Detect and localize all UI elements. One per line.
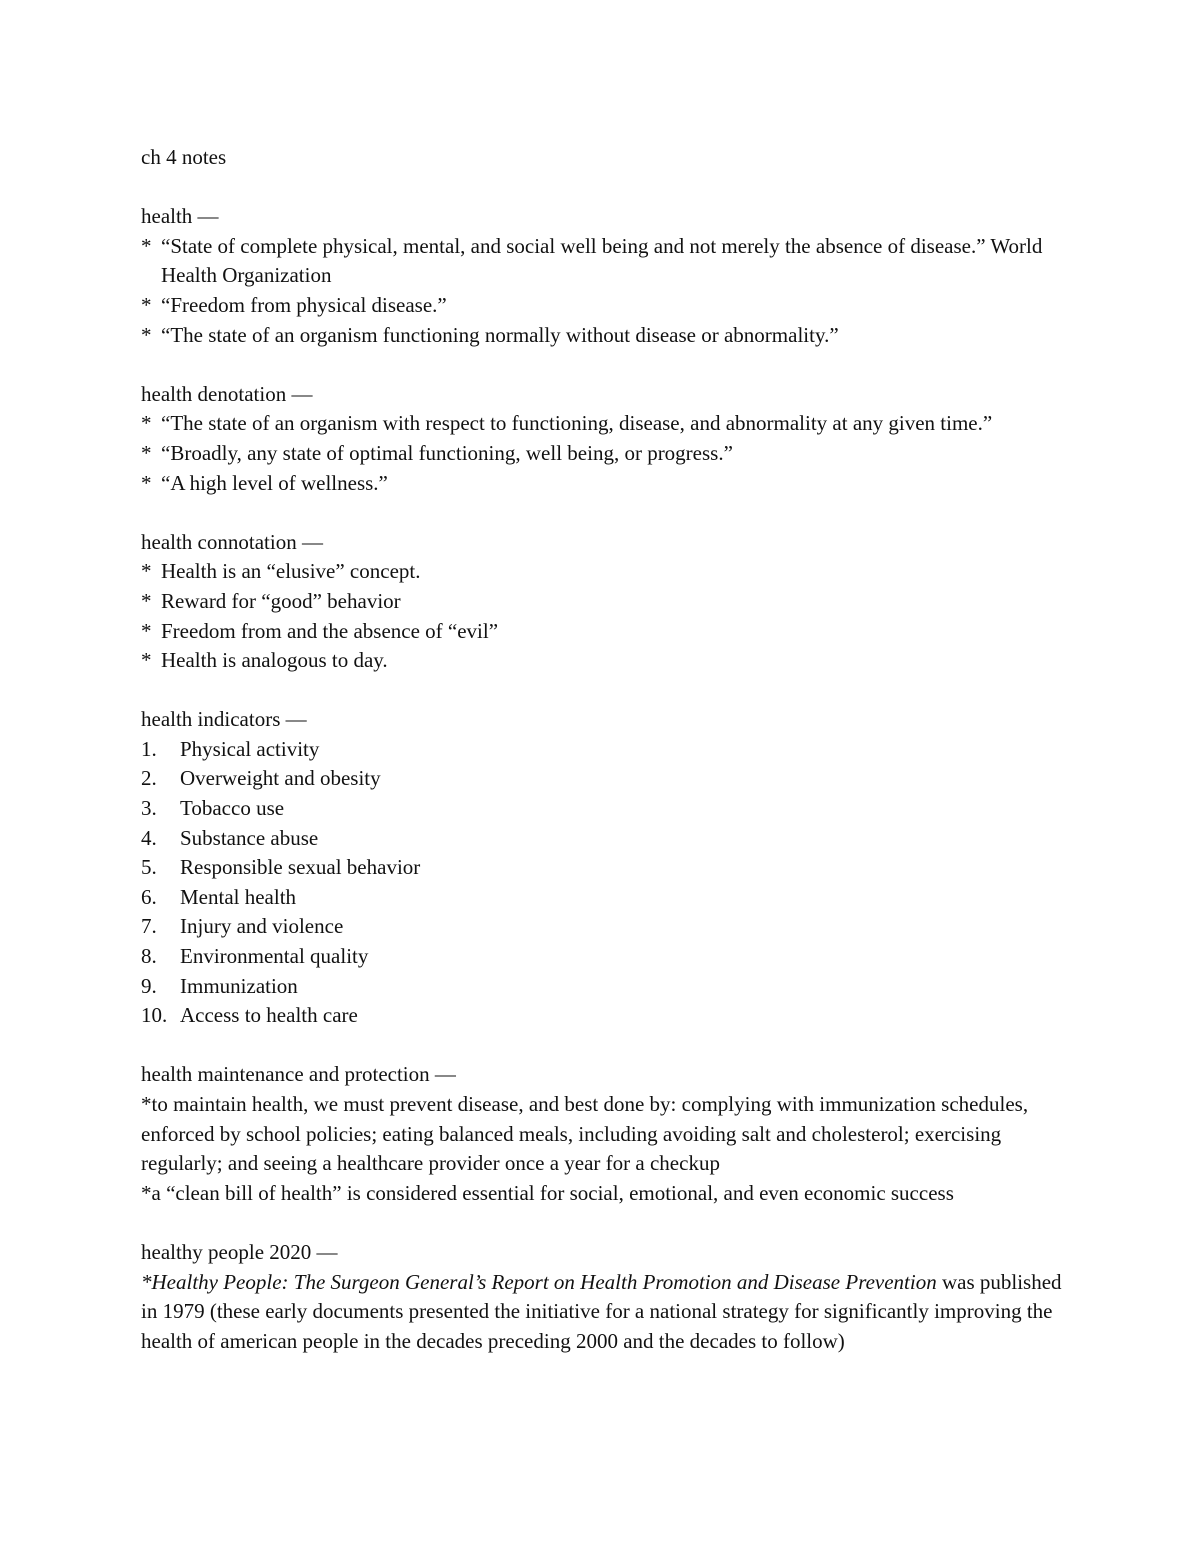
list-item-text: “Broadly, any state of optimal functioning, well being, or progress.” bbox=[161, 440, 733, 465]
bullet-marker: * bbox=[141, 618, 152, 643]
list-item bbox=[141, 291, 1071, 321]
bullet-marker: * bbox=[141, 588, 152, 613]
list-item-text: “State of complete physical, mental, and social well being and not merely the absence of disease.” World Health Organization bbox=[161, 233, 1043, 288]
list-number: 1. bbox=[141, 736, 157, 761]
list-number: 8. bbox=[141, 944, 157, 969]
bullet-marker: * bbox=[141, 440, 152, 465]
section-health-denotation bbox=[141, 380, 1071, 498]
list-item-text: “A high level of wellness.” bbox=[161, 470, 388, 495]
list-item bbox=[141, 853, 1071, 883]
list-number: 4. bbox=[141, 825, 157, 850]
bullet-list bbox=[141, 409, 1071, 498]
list-number: 6. bbox=[141, 884, 157, 909]
list-item-text: “The state of an organism with respect to functioning, disease, and abnormality at any given time.” bbox=[161, 411, 993, 436]
list-item bbox=[141, 972, 1071, 1002]
list-number: 2. bbox=[141, 766, 157, 791]
bullet-marker: * bbox=[141, 470, 152, 495]
section-heading: healthy people 2020 — bbox=[141, 1239, 338, 1264]
bullet-list bbox=[141, 557, 1071, 675]
list-item bbox=[141, 587, 1071, 617]
section-healthy-people-2020 bbox=[141, 1238, 1071, 1356]
list-item bbox=[141, 883, 1071, 913]
list-item bbox=[141, 232, 1071, 291]
document-body bbox=[141, 143, 1071, 1356]
list-item bbox=[141, 439, 1071, 469]
list-item-text: Immunization bbox=[180, 973, 298, 998]
list-item bbox=[141, 794, 1071, 824]
list-item-text: Reward for “good” behavior bbox=[161, 588, 401, 613]
list-item bbox=[141, 646, 1071, 676]
list-item-text: Mental health bbox=[180, 884, 297, 909]
bullet-marker: * bbox=[141, 292, 152, 317]
list-item bbox=[141, 824, 1071, 854]
list-item-text: Overweight and obesity bbox=[180, 766, 381, 791]
bullet-marker: * bbox=[141, 233, 152, 258]
list-item bbox=[141, 912, 1071, 942]
list-number: 5. bbox=[141, 855, 157, 880]
bullet-marker: * bbox=[141, 648, 152, 673]
list-item bbox=[141, 409, 1071, 439]
list-item-text: “The state of an organism functioning normally without disease or abnormality.” bbox=[161, 322, 839, 347]
section-heading: health — bbox=[141, 204, 219, 229]
list-item-text: Responsible sexual behavior bbox=[180, 855, 421, 880]
list-number: 10. bbox=[141, 1003, 168, 1028]
list-item bbox=[141, 321, 1071, 351]
paragraph bbox=[141, 1268, 1071, 1357]
list-number: 3. bbox=[141, 796, 157, 821]
bullet-list bbox=[141, 232, 1071, 350]
list-item-text: Substance abuse bbox=[180, 825, 319, 850]
list-item bbox=[141, 735, 1071, 765]
bullet-marker: * bbox=[141, 411, 152, 436]
list-item-text: “Freedom from physical disease.” bbox=[161, 292, 447, 317]
section-health-maintenance bbox=[141, 1060, 1071, 1208]
section-health-indicators bbox=[141, 705, 1071, 1031]
list-item-text: Injury and violence bbox=[180, 914, 344, 939]
list-item bbox=[141, 557, 1071, 587]
list-item bbox=[141, 942, 1071, 972]
paragraph-text: was published in 1979 (these early documents presented the initiative for a national strategy for significantly improving the health of american people in the decades preceding 2000 and the decades to follow) bbox=[141, 1269, 1062, 1353]
section-heading: health connotation — bbox=[141, 529, 323, 554]
list-item bbox=[141, 617, 1071, 647]
section-health-connotation bbox=[141, 528, 1071, 676]
list-item-text: Access to health care bbox=[180, 1003, 358, 1028]
document-title: ch 4 notes bbox=[141, 145, 227, 169]
list-item-text: Health is analogous to day. bbox=[161, 648, 388, 673]
section-heading: health indicators — bbox=[141, 707, 307, 732]
report-title: *Healthy People: The Surgeon General’s Report on Health Promotion and Disease Prevention bbox=[141, 1269, 937, 1294]
paragraph: *a “clean bill of health” is considered essential for social, emotional, and even economic success bbox=[141, 1180, 954, 1205]
list-number: 7. bbox=[141, 914, 157, 939]
list-item bbox=[141, 764, 1071, 794]
section-heading: health maintenance and protection — bbox=[141, 1062, 456, 1087]
list-item-text: Environmental quality bbox=[180, 944, 369, 969]
list-item-text: Health is an “elusive” concept. bbox=[161, 559, 421, 584]
list-item-text: Physical activity bbox=[180, 736, 320, 761]
list-item-text: Freedom from and the absence of “evil” bbox=[161, 618, 499, 643]
section-heading: health denotation — bbox=[141, 381, 313, 406]
list-item bbox=[141, 469, 1071, 499]
list-number: 9. bbox=[141, 973, 157, 998]
list-item-text: Tobacco use bbox=[180, 796, 285, 821]
numbered-list bbox=[141, 735, 1071, 1031]
section-health bbox=[141, 202, 1071, 350]
paragraph: *to maintain health, we must prevent disease, and best done by: complying with immunization schedules, enforced by school policies; eating balanced meals, including avoiding salt and cholesterol; exercising regularly; and seeing a healthcare provider once a year for a checkup bbox=[141, 1092, 1029, 1176]
bullet-marker: * bbox=[141, 559, 152, 584]
list-item bbox=[141, 1001, 1071, 1031]
bullet-marker: * bbox=[141, 322, 152, 347]
